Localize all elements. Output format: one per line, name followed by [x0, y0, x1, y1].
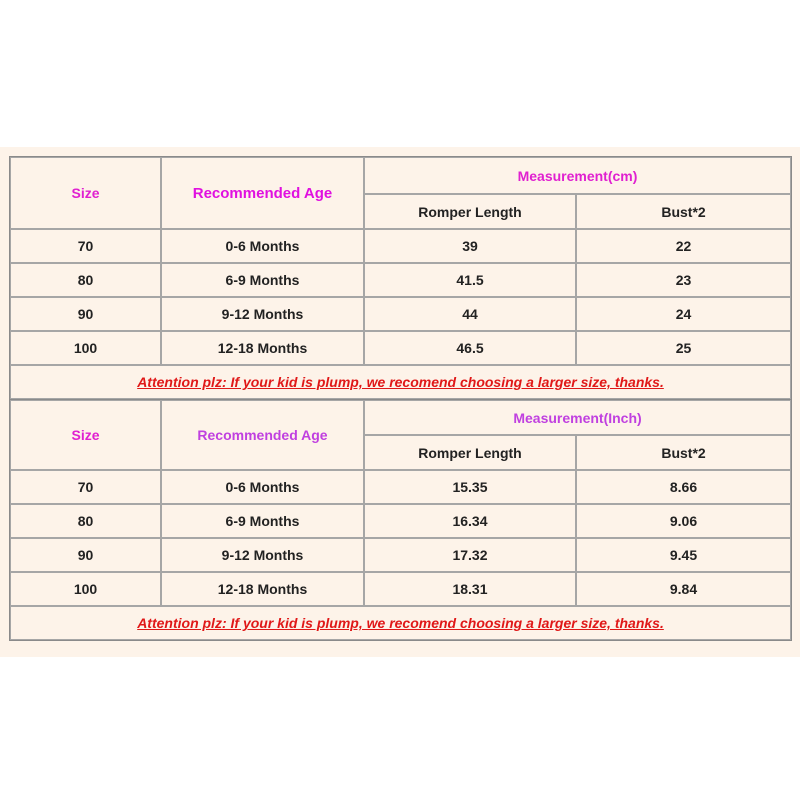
- size-cell: 90: [10, 297, 161, 331]
- bust-cell: 9.06: [576, 504, 791, 538]
- length-cell: 17.32: [364, 538, 576, 572]
- size-chart-cm: [9, 156, 792, 400]
- length-cell: 46.5: [364, 331, 576, 365]
- header-recommended-age: Recommended Age: [161, 157, 364, 229]
- size-cell: 80: [10, 263, 161, 297]
- size-cell: 100: [10, 331, 161, 365]
- header-size: Size: [10, 400, 161, 470]
- age-cell: 12-18 Months: [161, 572, 364, 606]
- age-cell: 12-18 Months: [161, 331, 364, 365]
- age-cell: 0-6 Months: [161, 470, 364, 504]
- table-row: [10, 470, 791, 504]
- header-romper-length: Romper Length: [364, 435, 576, 470]
- header-size: Size: [10, 157, 161, 229]
- header-romper-length: Romper Length: [364, 194, 576, 229]
- bust-cell: 24: [576, 297, 791, 331]
- table-row: [10, 504, 791, 538]
- size-cell: 100: [10, 572, 161, 606]
- age-cell: 9-12 Months: [161, 297, 364, 331]
- table-row: [10, 263, 791, 297]
- length-cell: 39: [364, 229, 576, 263]
- age-cell: 6-9 Months: [161, 263, 364, 297]
- attention-note: Attention plz: If your kid is plump, we recomend choosing a larger size, thanks.: [10, 365, 791, 399]
- length-cell: 16.34: [364, 504, 576, 538]
- length-cell: 41.5: [364, 263, 576, 297]
- header-recommended-age: Recommended Age: [161, 400, 364, 470]
- table-row: [10, 297, 791, 331]
- age-cell: 9-12 Months: [161, 538, 364, 572]
- age-cell: 0-6 Months: [161, 229, 364, 263]
- size-cell: 90: [10, 538, 161, 572]
- size-cell: 70: [10, 470, 161, 504]
- bust-cell: 25: [576, 331, 791, 365]
- table-row: [10, 572, 791, 606]
- size-chart-inch: [9, 399, 792, 641]
- header-bust: Bust*2: [576, 194, 791, 229]
- header-measurement: Measurement(cm): [364, 157, 791, 194]
- size-cell: 80: [10, 504, 161, 538]
- bust-cell: 9.45: [576, 538, 791, 572]
- bust-cell: 9.84: [576, 572, 791, 606]
- table-row: [10, 538, 791, 572]
- bust-cell: 8.66: [576, 470, 791, 504]
- age-cell: 6-9 Months: [161, 504, 364, 538]
- length-cell: 44: [364, 297, 576, 331]
- table-row: [10, 331, 791, 365]
- length-cell: 18.31: [364, 572, 576, 606]
- length-cell: 15.35: [364, 470, 576, 504]
- header-bust: Bust*2: [576, 435, 791, 470]
- size-cell: 70: [10, 229, 161, 263]
- attention-note: Attention plz: If your kid is plump, we recomend choosing a larger size, thanks.: [10, 606, 791, 640]
- header-measurement: Measurement(Inch): [364, 400, 791, 435]
- bust-cell: 22: [576, 229, 791, 263]
- table-row: [10, 229, 791, 263]
- bust-cell: 23: [576, 263, 791, 297]
